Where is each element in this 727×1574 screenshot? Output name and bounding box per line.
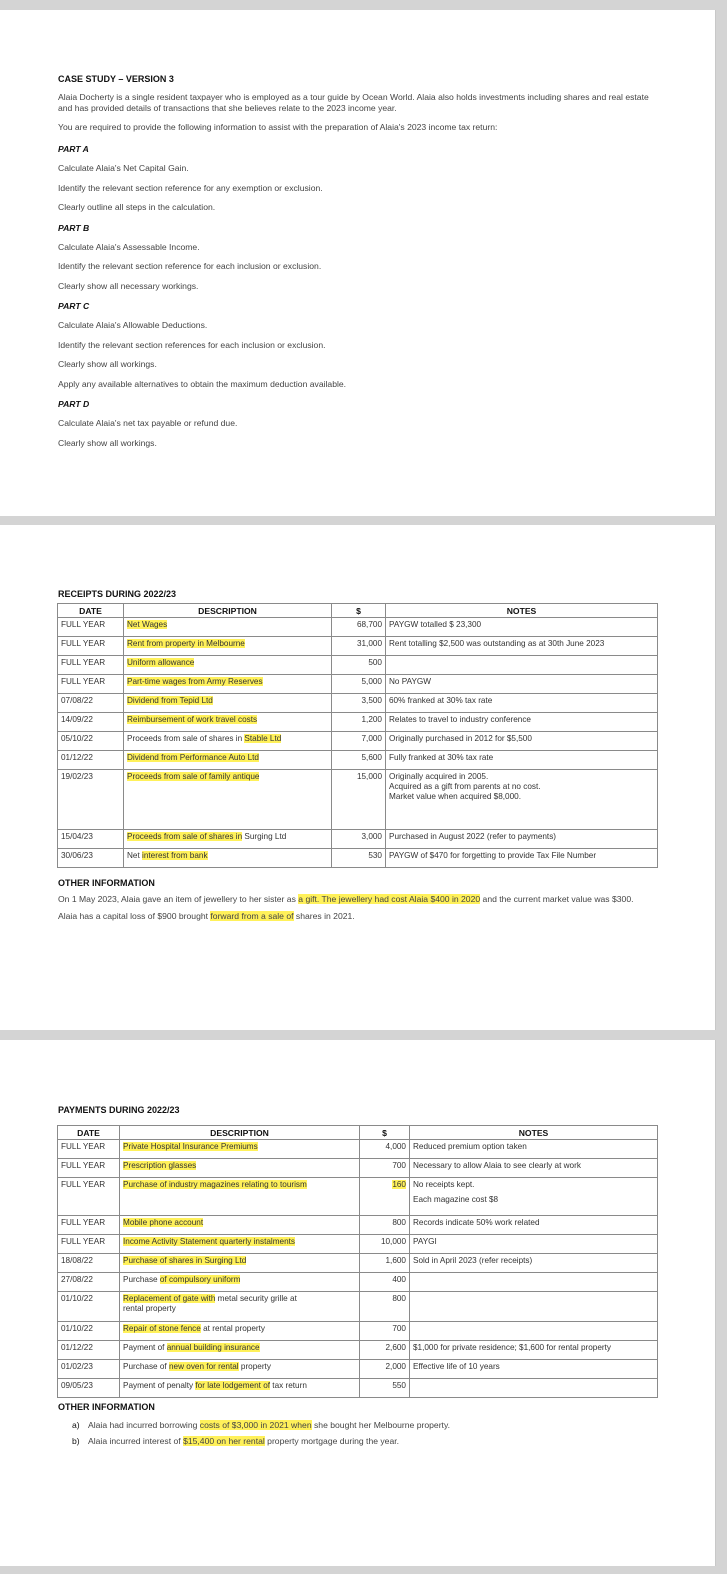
payment-amount	[360, 1273, 410, 1292]
receipt-desc-highlight: Uniform allowance	[127, 658, 195, 667]
receipt-date: 07/08/22	[58, 694, 124, 713]
payment-amount	[360, 1216, 410, 1235]
receipt-amount: 1,200	[332, 713, 386, 732]
part-instruction: Clearly show all workings.	[58, 359, 157, 369]
receipt-desc-highlight: Proceeds from sale of shares in	[127, 832, 243, 841]
payment-note-text: Each magazine cost $8	[413, 1195, 499, 1204]
payment-amount	[360, 1178, 410, 1216]
receipts-header-amount: $	[332, 604, 386, 618]
payment-desc-text: rental property	[123, 1304, 176, 1313]
receipts-header-notes: NOTES	[386, 604, 658, 618]
receipt-notes	[386, 656, 658, 675]
receipts-table	[57, 603, 658, 868]
other-info-item-label: b)	[72, 1436, 80, 1446]
receipt-row	[58, 830, 658, 849]
payment-amount-value: 800	[392, 1218, 406, 1227]
payment-row	[58, 1273, 658, 1292]
payment-notes	[410, 1360, 658, 1379]
receipt-desc-highlight: Proceeds from sale of family antique	[127, 772, 260, 781]
payments-table	[57, 1125, 658, 1398]
payment-desc-text: Payment of	[123, 1343, 167, 1352]
payment-description	[120, 1341, 360, 1360]
document-page-2	[0, 525, 716, 1030]
receipt-row	[58, 751, 658, 770]
payment-desc-highlight: Replacement of gate with	[123, 1294, 216, 1303]
receipt-date: 14/09/22	[58, 713, 124, 732]
payment-notes	[410, 1292, 658, 1322]
payment-desc-text: at rental property	[200, 1324, 266, 1333]
payment-amount-value: 800	[392, 1294, 406, 1303]
receipt-row	[58, 849, 658, 868]
receipt-description	[124, 732, 332, 751]
payment-notes	[410, 1254, 658, 1273]
receipt-note-text: Relates to travel to industry conference	[389, 715, 531, 724]
receipt-note-text: Originally acquired in 2005.	[389, 772, 489, 781]
payment-notes	[410, 1341, 658, 1360]
receipt-notes	[386, 694, 658, 713]
payment-description	[120, 1379, 360, 1398]
other-info-item-highlight: costs of $3,000 in 2021 when	[199, 1420, 312, 1430]
intro-paragraph: Alaia Docherty is a single resident taxpayer who is employed as a tour guide by Ocean World. Alaia also holds investments including shares and real estate and has provided details of transactions that she believes relate to the 2023 income year.	[58, 92, 649, 113]
receipts-header-description: DESCRIPTION	[124, 604, 332, 618]
receipt-description	[124, 751, 332, 770]
payment-description	[120, 1140, 360, 1159]
payment-row	[58, 1322, 658, 1341]
payment-row	[58, 1292, 658, 1322]
receipt-row	[58, 770, 658, 830]
receipt-amount: 5,000	[332, 675, 386, 694]
payment-row	[58, 1254, 658, 1273]
receipt-description	[124, 713, 332, 732]
part-instruction: Calculate Alaia's Assessable Income.	[58, 241, 200, 252]
payment-amount-value: 550	[392, 1381, 406, 1390]
payment-desc-highlight: of compulsory uniform	[159, 1275, 241, 1284]
receipt-date: 30/06/23	[58, 849, 124, 868]
other-info-item-text: Alaia incurred interest of	[88, 1436, 184, 1446]
receipt-notes	[386, 849, 658, 868]
other-info-item-highlight: $15,400 on her rental	[183, 1436, 265, 1446]
payments-header-notes: NOTES	[410, 1126, 658, 1140]
receipts-header-date: DATE	[58, 604, 124, 618]
receipt-desc-highlight: Part-time wages from Army Reserves	[127, 677, 263, 686]
receipt-notes	[386, 732, 658, 751]
payment-desc-highlight: Private Hospital Insurance Premiums	[123, 1142, 258, 1151]
payment-desc-text: Purchase of	[123, 1362, 169, 1371]
jewellery-text-highlight: a gift. The jewellery had cost Alaia $400 in 2020	[298, 894, 481, 904]
receipt-date: FULL YEAR	[58, 656, 124, 675]
payment-desc-text: Payment of penalty	[123, 1381, 196, 1390]
part-instruction: Calculate Alaia's Allowable Deductions.	[58, 320, 208, 330]
payment-note-text: Effective life of 10 years	[413, 1362, 500, 1371]
other-info-item-text: she bought her Melbourne property.	[311, 1420, 450, 1430]
receipt-amount: 530	[332, 849, 386, 868]
receipt-date: 01/12/22	[58, 751, 124, 770]
receipt-date: 05/10/22	[58, 732, 124, 751]
receipt-date: FULL YEAR	[58, 675, 124, 694]
payment-row	[58, 1159, 658, 1178]
receipt-description	[124, 637, 332, 656]
payment-amount	[360, 1254, 410, 1273]
payment-notes	[410, 1379, 658, 1398]
payment-description	[120, 1273, 360, 1292]
receipt-amount: 3,000	[332, 830, 386, 849]
receipt-note-text: Rent totalling $2,500 was outstanding as at 30th June 2023	[389, 639, 605, 648]
receipt-note-text: No PAYGW	[389, 677, 432, 686]
other-info-item	[72, 1433, 657, 1449]
payment-desc-highlight: new oven for rental	[168, 1362, 239, 1371]
part-instruction: Clearly show all workings.	[58, 437, 157, 448]
payment-notes	[410, 1216, 658, 1235]
payments-header-amount: $	[360, 1126, 410, 1140]
receipt-description	[124, 694, 332, 713]
payment-desc-highlight: annual building insurance	[166, 1343, 260, 1352]
other-info-item	[72, 1417, 657, 1433]
payment-desc-text: tax return	[270, 1381, 307, 1390]
payment-amount-value: 700	[392, 1324, 406, 1333]
payment-desc-text: property	[238, 1362, 271, 1371]
part-heading: PART A	[58, 144, 89, 154]
receipt-desc-highlight: Net Wages	[127, 620, 168, 629]
payment-amount	[360, 1360, 410, 1379]
receipt-desc-highlight: Dividend from Performance Auto Ltd	[127, 753, 259, 762]
payment-desc-highlight: Repair of stone fence	[123, 1324, 201, 1333]
case-study-title: CASE STUDY – VERSION 3	[58, 74, 174, 84]
parts-list	[58, 144, 657, 448]
receipt-note-text: PAYGW of $470 for forgetting to provide Tax File Number	[389, 851, 597, 860]
payment-date: FULL YEAR	[58, 1235, 120, 1254]
receipt-description	[124, 618, 332, 637]
payment-date: 27/08/22	[58, 1273, 120, 1292]
payment-row	[58, 1140, 658, 1159]
payment-desc-text: Purchase	[123, 1275, 160, 1284]
payment-date: FULL YEAR	[58, 1159, 120, 1178]
payment-amount-value: 400	[392, 1275, 406, 1284]
jewellery-text-a: On 1 May 2023, Alaia gave an item of jewellery to her sister as	[58, 894, 299, 904]
receipt-amount: 68,700	[332, 618, 386, 637]
receipt-notes	[386, 618, 658, 637]
capital-loss-text-a: Alaia has a capital loss of $900 brought	[58, 910, 211, 921]
part-instruction: Calculate Alaia's net tax payable or refund due.	[58, 418, 238, 428]
payment-amount	[360, 1379, 410, 1398]
other-info-item-text: Alaia had incurred borrowing	[88, 1420, 200, 1430]
payment-amount	[360, 1235, 410, 1254]
receipt-note-text: PAYGW totalled $ 23,300	[389, 620, 482, 629]
other-information-1	[58, 878, 657, 921]
receipt-row	[58, 732, 658, 751]
receipt-note-text: Fully franked at 30% tax rate	[389, 753, 494, 762]
receipt-row	[58, 656, 658, 675]
receipt-notes	[386, 637, 658, 656]
case-study-section	[58, 74, 657, 133]
payment-amount	[360, 1140, 410, 1159]
part-instruction: Identify the relevant section reference for each inclusion or exclusion.	[58, 261, 322, 271]
payment-row	[58, 1178, 658, 1216]
receipt-date: FULL YEAR	[58, 637, 124, 656]
payment-amount	[360, 1322, 410, 1341]
payment-amount-value: 700	[392, 1161, 406, 1170]
payment-note-text: Necessary to allow Alaia to see clearly at work	[413, 1161, 581, 1170]
part-instruction: Identify the relevant section reference for any exemption or exclusion.	[58, 182, 323, 193]
payment-note-text: No receipts kept.	[413, 1180, 475, 1189]
other-information-2	[58, 1402, 657, 1449]
payment-row	[58, 1235, 658, 1254]
receipt-date: 15/04/23	[58, 830, 124, 849]
document-page-1	[0, 10, 716, 516]
payment-row	[58, 1216, 658, 1235]
payment-note-text: $1,000 for private residence; $1,600 for rental property	[413, 1343, 611, 1352]
other-info-item-text: property mortgage during the year.	[264, 1436, 400, 1446]
other-info-item-label: a)	[72, 1420, 80, 1430]
receipt-description	[124, 770, 332, 830]
receipt-notes	[386, 751, 658, 770]
payment-notes	[410, 1273, 658, 1292]
part-heading: PART B	[58, 222, 90, 233]
receipt-note-text: Originally purchased in 2012 for $5,500	[389, 734, 532, 743]
other-info-title-1: OTHER INFORMATION	[58, 878, 155, 888]
receipt-note-text: Market value when acquired $8,000.	[389, 792, 521, 801]
payment-date: FULL YEAR	[58, 1216, 120, 1235]
jewellery-text-b: and the current market value was $300.	[480, 894, 634, 904]
receipt-date: FULL YEAR	[58, 618, 124, 637]
capital-loss-paragraph	[58, 911, 657, 922]
payment-description	[120, 1159, 360, 1178]
payment-amount	[360, 1341, 410, 1360]
payment-row	[58, 1360, 658, 1379]
receipt-row	[58, 618, 658, 637]
payment-notes	[410, 1178, 658, 1216]
payment-notes	[410, 1235, 658, 1254]
payment-row	[58, 1379, 658, 1398]
receipt-notes	[386, 830, 658, 849]
payment-amount	[360, 1292, 410, 1322]
part-instruction: Identify the relevant section references for each inclusion or exclusion.	[58, 339, 326, 350]
receipt-row	[58, 713, 658, 732]
receipt-note-text: Acquired as a gift from parents at no cost.	[389, 782, 541, 791]
payment-description	[120, 1360, 360, 1379]
payment-date: 18/08/22	[58, 1254, 120, 1273]
receipt-date: 19/02/23	[58, 770, 124, 830]
payment-note-text: Sold in April 2023 (refer receipts)	[413, 1256, 533, 1265]
payment-date: 01/10/22	[58, 1322, 120, 1341]
payment-amount-value: 2,600	[385, 1343, 406, 1352]
instruction-paragraph: You are required to provide the following information to assist with the preparation of Alaia's 2023 income tax return:	[58, 122, 498, 132]
receipt-desc-text: Net	[127, 851, 143, 860]
payment-date: FULL YEAR	[58, 1140, 120, 1159]
payment-amount	[360, 1159, 410, 1178]
receipt-note-text: 60% franked at 30% tax rate	[389, 696, 493, 705]
part-instruction: Calculate Alaia's Net Capital Gain.	[58, 163, 189, 173]
payment-amount-value: 1,600	[385, 1256, 406, 1265]
receipts-title: RECEIPTS DURING 2022/23	[58, 589, 177, 599]
receipt-notes	[386, 713, 658, 732]
receipt-note-text: Purchased in August 2022 (refer to payments)	[389, 832, 557, 841]
receipt-desc-highlight: Rent from property in Melbourne	[127, 639, 245, 648]
receipt-amount: 15,000	[332, 770, 386, 830]
receipt-amount: 3,500	[332, 694, 386, 713]
payment-notes	[410, 1140, 658, 1159]
receipt-amount: 31,000	[332, 637, 386, 656]
payment-notes	[410, 1159, 658, 1178]
payment-notes	[410, 1322, 658, 1341]
capital-loss-text-highlight: forward from a sale of	[210, 910, 294, 921]
payment-note-text: PAYGI	[413, 1237, 437, 1246]
receipt-desc-highlight: interest from bank	[142, 851, 208, 860]
payment-note-text: Records indicate 50% work related	[413, 1218, 540, 1227]
receipt-description	[124, 656, 332, 675]
payment-desc-highlight: Mobile phone account	[123, 1218, 204, 1227]
payment-row	[58, 1341, 658, 1360]
payments-header-description: DESCRIPTION	[120, 1126, 360, 1140]
payment-note-text: Reduced premium option taken	[413, 1142, 527, 1151]
part-instruction: Clearly show all necessary workings.	[58, 280, 199, 291]
other-info-title-2: OTHER INFORMATION	[58, 1402, 155, 1412]
other-info-list	[72, 1417, 657, 1449]
payment-description	[120, 1235, 360, 1254]
document-page-3	[0, 1040, 716, 1566]
payment-description	[120, 1178, 360, 1216]
part-instruction: Apply any available alternatives to obtain the maximum deduction available.	[58, 378, 347, 389]
receipt-row	[58, 675, 658, 694]
payment-amount-value: 10,000	[380, 1237, 406, 1246]
receipt-row	[58, 694, 658, 713]
payment-desc-highlight: Purchase of industry magazines relating to tourism	[123, 1180, 307, 1189]
receipt-description	[124, 849, 332, 868]
payments-header-date: DATE	[58, 1126, 120, 1140]
payment-desc-highlight: Income Activity Statement quarterly instalments	[123, 1237, 296, 1246]
payment-date: 09/05/23	[58, 1379, 120, 1398]
receipt-description	[124, 830, 332, 849]
receipt-desc-highlight: Dividend from Tepid Ltd	[127, 696, 213, 705]
payment-amount-value: 4,000	[385, 1142, 406, 1151]
receipt-desc-text: Surging Ltd	[242, 832, 287, 841]
receipt-desc-highlight: Reimbursement of work travel costs	[127, 715, 258, 724]
payment-desc-highlight: for late lodgement of	[195, 1381, 271, 1390]
jewellery-paragraph	[58, 894, 657, 905]
payment-desc-highlight: Purchase of shares in Surging Ltd	[123, 1256, 247, 1265]
receipt-row	[58, 637, 658, 656]
payment-date: FULL YEAR	[58, 1178, 120, 1216]
payment-date: 01/10/22	[58, 1292, 120, 1322]
payment-amount-value: 2,000	[385, 1362, 406, 1371]
receipt-amount: 500	[332, 656, 386, 675]
payment-date: 01/02/23	[58, 1360, 120, 1379]
receipt-notes	[386, 675, 658, 694]
receipt-notes	[386, 770, 658, 830]
receipt-amount: 5,600	[332, 751, 386, 770]
payment-description	[120, 1292, 360, 1322]
receipt-desc-highlight: Stable Ltd	[244, 734, 282, 743]
receipt-description	[124, 675, 332, 694]
part-instruction: Clearly outline all steps in the calculation.	[58, 202, 216, 212]
part-heading: PART C	[58, 301, 90, 311]
payments-title: PAYMENTS DURING 2022/23	[58, 1105, 180, 1115]
receipt-amount: 7,000	[332, 732, 386, 751]
capital-loss-text-b: shares in 2021.	[293, 910, 355, 921]
receipt-desc-text: Proceeds from sale of shares in	[127, 734, 245, 743]
payment-desc-text: metal security grille at	[215, 1294, 297, 1303]
payment-description	[120, 1216, 360, 1235]
part-heading: PART D	[58, 399, 90, 409]
payment-date: 01/12/22	[58, 1341, 120, 1360]
payment-description	[120, 1254, 360, 1273]
payment-amount-value: 160	[392, 1180, 406, 1189]
payment-description	[120, 1322, 360, 1341]
payment-desc-highlight: Prescription glasses	[123, 1161, 197, 1170]
